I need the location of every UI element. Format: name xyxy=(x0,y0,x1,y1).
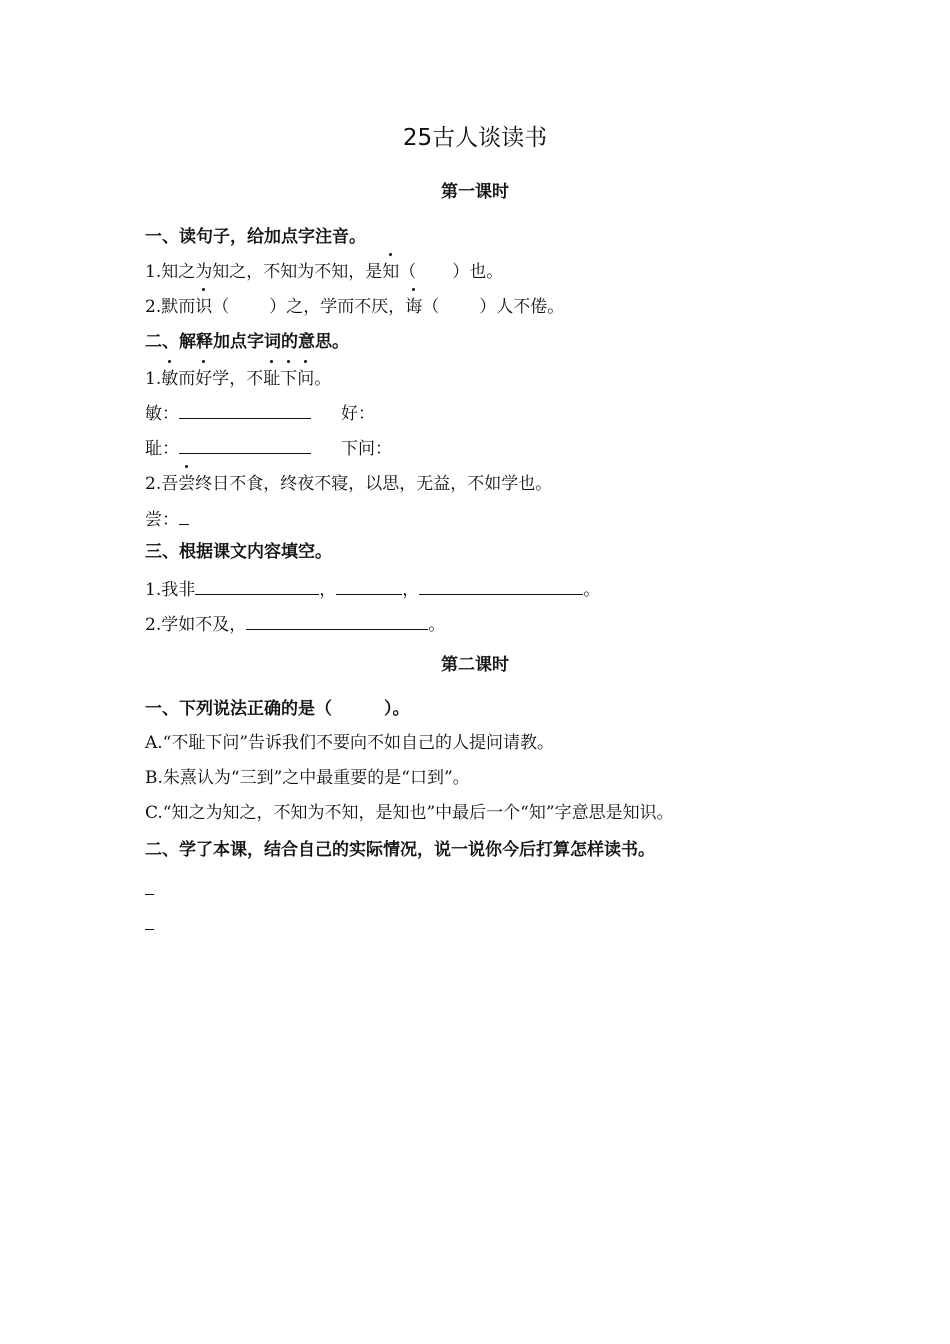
answer-label: 耻： xyxy=(145,439,179,459)
s2-answer-row-3 xyxy=(145,506,189,532)
s1q2-text: 2.默而 xyxy=(145,297,196,317)
writing-blank[interactable] xyxy=(145,911,154,930)
s2q1-text: 而 xyxy=(178,369,196,389)
s1q1-text: 1.知之为知之，不知为不知，是 xyxy=(145,262,383,282)
fill-blank[interactable] xyxy=(419,576,583,595)
fill-blank[interactable] xyxy=(336,576,402,595)
writing-line-1 xyxy=(145,876,154,902)
dotted-char: 诲 xyxy=(405,297,423,317)
s2q1-text: 。 xyxy=(314,369,332,389)
section1-heading: 一、读句子，给加点字注音。 xyxy=(145,227,366,247)
s2q2-text: 2.吾 xyxy=(145,474,179,494)
answer-blank[interactable] xyxy=(179,435,311,454)
s1q1-tail: ）也。 xyxy=(452,262,504,282)
fill-blank[interactable] xyxy=(246,611,428,630)
l2-section2-heading: 二、学了本课，结合自己的实际情况，说一说你今后打算怎样读书。 xyxy=(145,840,655,860)
s1-question-2 xyxy=(145,295,564,319)
dotted-char: 知 xyxy=(382,262,400,282)
l2s1-heading-text: 一、下列说法正确的是（ xyxy=(145,699,332,719)
dotted-char: 下 xyxy=(280,369,298,389)
comma: ， xyxy=(402,580,420,600)
section3-heading: 三、根据课文内容填空。 xyxy=(145,542,332,562)
answer-label: 下问： xyxy=(341,439,392,459)
answer-label: 尝： xyxy=(145,510,179,530)
s1-question-1 xyxy=(145,260,503,284)
s2q1-number: 1. xyxy=(145,369,162,389)
l2-section1-heading xyxy=(145,697,410,721)
dotted-char: 敏 xyxy=(161,369,179,389)
page-title: 25古人谈读书 xyxy=(402,125,548,151)
option-b: B.朱熹认为“三到”之中最重要的是“口到”。 xyxy=(145,768,470,788)
answer-blank[interactable] xyxy=(179,400,311,419)
option-c: C.“知之为知之，不知为不知，是知也”中最后一个“知”字意思是知识。 xyxy=(145,803,674,823)
l2s1-heading-tail: ）。 xyxy=(384,699,410,719)
section2-heading: 二、解释加点字词的意思。 xyxy=(145,332,349,352)
s2-answer-row-1 xyxy=(145,400,375,426)
s2q1-text: 学，不 xyxy=(212,369,264,389)
dotted-char: 耻 xyxy=(263,369,281,389)
paren-open: （ xyxy=(422,297,440,317)
s2-question-2 xyxy=(145,472,552,496)
comma: ， xyxy=(319,580,337,600)
dotted-char: 识 xyxy=(195,297,213,317)
answer-blank[interactable] xyxy=(179,506,189,525)
option-a: A.“不耻下问”告诉我们不要向不如自己的人提问请教。 xyxy=(145,733,555,753)
s2q2-text: 终日不食，终夜不寝，以思，无益，不如学也。 xyxy=(195,474,553,494)
writing-blank[interactable] xyxy=(145,876,154,895)
s1q2-mid: ）之，学而不厌， xyxy=(269,297,406,317)
writing-line-2 xyxy=(145,911,154,937)
answer-label: 好： xyxy=(341,404,375,424)
period: 。 xyxy=(428,615,446,635)
s3q2-text: 2.学如不及， xyxy=(145,615,247,635)
s1q2-tail: ）人不倦。 xyxy=(479,297,565,317)
dotted-char: 尝 xyxy=(178,474,196,494)
s3-question-1 xyxy=(145,576,600,602)
lesson-one-label: 第一课时 xyxy=(441,182,509,202)
answer-label: 敏： xyxy=(145,404,179,424)
paren-open: （ xyxy=(212,297,230,317)
paren-open: （ xyxy=(399,262,417,282)
s2-answer-row-2 xyxy=(145,435,392,461)
dotted-char: 问 xyxy=(297,369,315,389)
dotted-char: 好 xyxy=(195,369,213,389)
s3-question-2 xyxy=(145,611,445,637)
s2-question-1 xyxy=(145,367,331,391)
lesson-two-label: 第二课时 xyxy=(441,655,509,675)
period: 。 xyxy=(583,580,601,600)
s3q1-text: 1.我非 xyxy=(145,580,196,600)
fill-blank[interactable] xyxy=(195,576,319,595)
